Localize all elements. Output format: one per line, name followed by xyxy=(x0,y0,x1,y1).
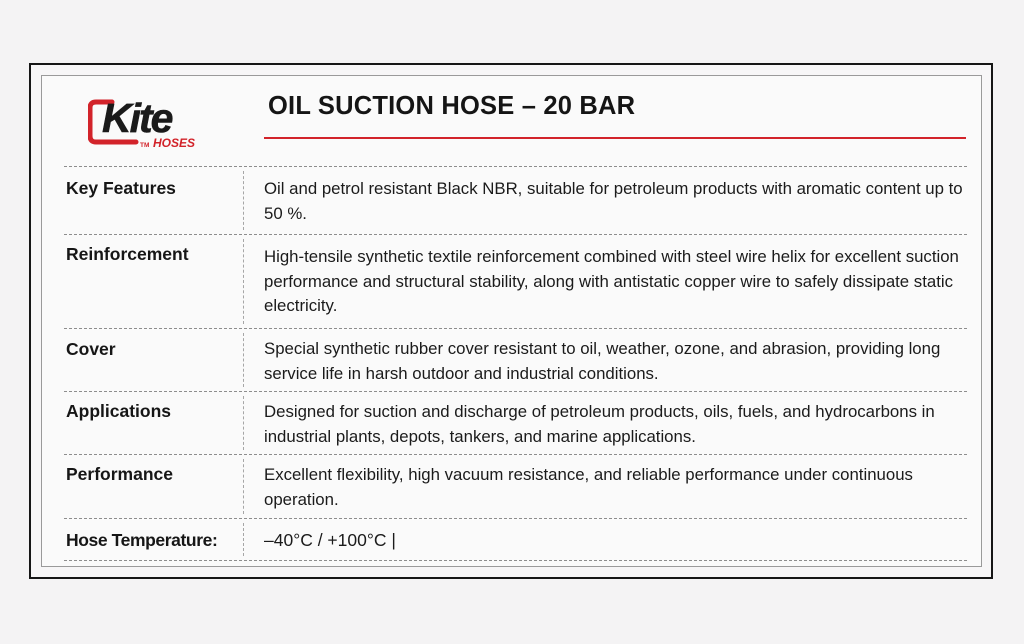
row-divider xyxy=(243,239,244,324)
page-title: OIL SUCTION HOSE – 20 BAR xyxy=(268,92,636,120)
logo-tagline-text: HOSES xyxy=(153,136,196,150)
logo-trademark-text: TM xyxy=(140,142,150,149)
row-divider xyxy=(243,523,244,556)
spec-label: Reinforcement xyxy=(66,244,189,264)
spec-label: Applications xyxy=(66,401,172,421)
row-divider xyxy=(243,396,244,450)
spec-value: Designed for suction and discharge of petroleum products, oils, fuels, and hydrocarbons in industrial plants, depots, tankers, and marine applications. xyxy=(264,402,935,446)
kite-hoses-logo xyxy=(88,92,233,152)
spec-value: Excellent flexibility, high vacuum resistance, and reliable performance under continuous operation. xyxy=(264,465,913,509)
logo-brand-text: Kite xyxy=(102,95,172,141)
spec-row-cover xyxy=(64,328,967,391)
spec-label: Key Features xyxy=(66,178,176,198)
spec-value: Special synthetic rubber cover resistant to oil, weather, ozone, and abrasion, providing long service life in harsh outdoor and industrial conditions. xyxy=(264,339,941,383)
spec-row-performance xyxy=(64,454,967,518)
spec-row-applications xyxy=(64,391,967,454)
row-divider xyxy=(243,171,244,230)
row-divider xyxy=(243,459,244,514)
spec-row-key-features xyxy=(64,166,967,234)
spec-label: Cover xyxy=(66,339,116,359)
spec-label: Performance xyxy=(66,464,173,484)
spec-row-reinforcement xyxy=(64,234,967,328)
title-underline xyxy=(264,137,966,139)
spec-row-hose-temperature xyxy=(64,518,967,561)
spec-value: –40°C / +100°C | xyxy=(264,530,396,550)
spec-value: High-tensile synthetic textile reinforcement combined with steel wire helix for excellent suction performance and structural stability, along with antistatic copper wire to safely dissipate static electricity. xyxy=(264,247,959,315)
row-divider xyxy=(243,333,244,387)
spec-label: Hose Temperature: xyxy=(66,530,218,550)
spec-value: Oil and petrol resistant Black NBR, suitable for petroleum products with aromatic content up to 50 %. xyxy=(264,179,963,223)
